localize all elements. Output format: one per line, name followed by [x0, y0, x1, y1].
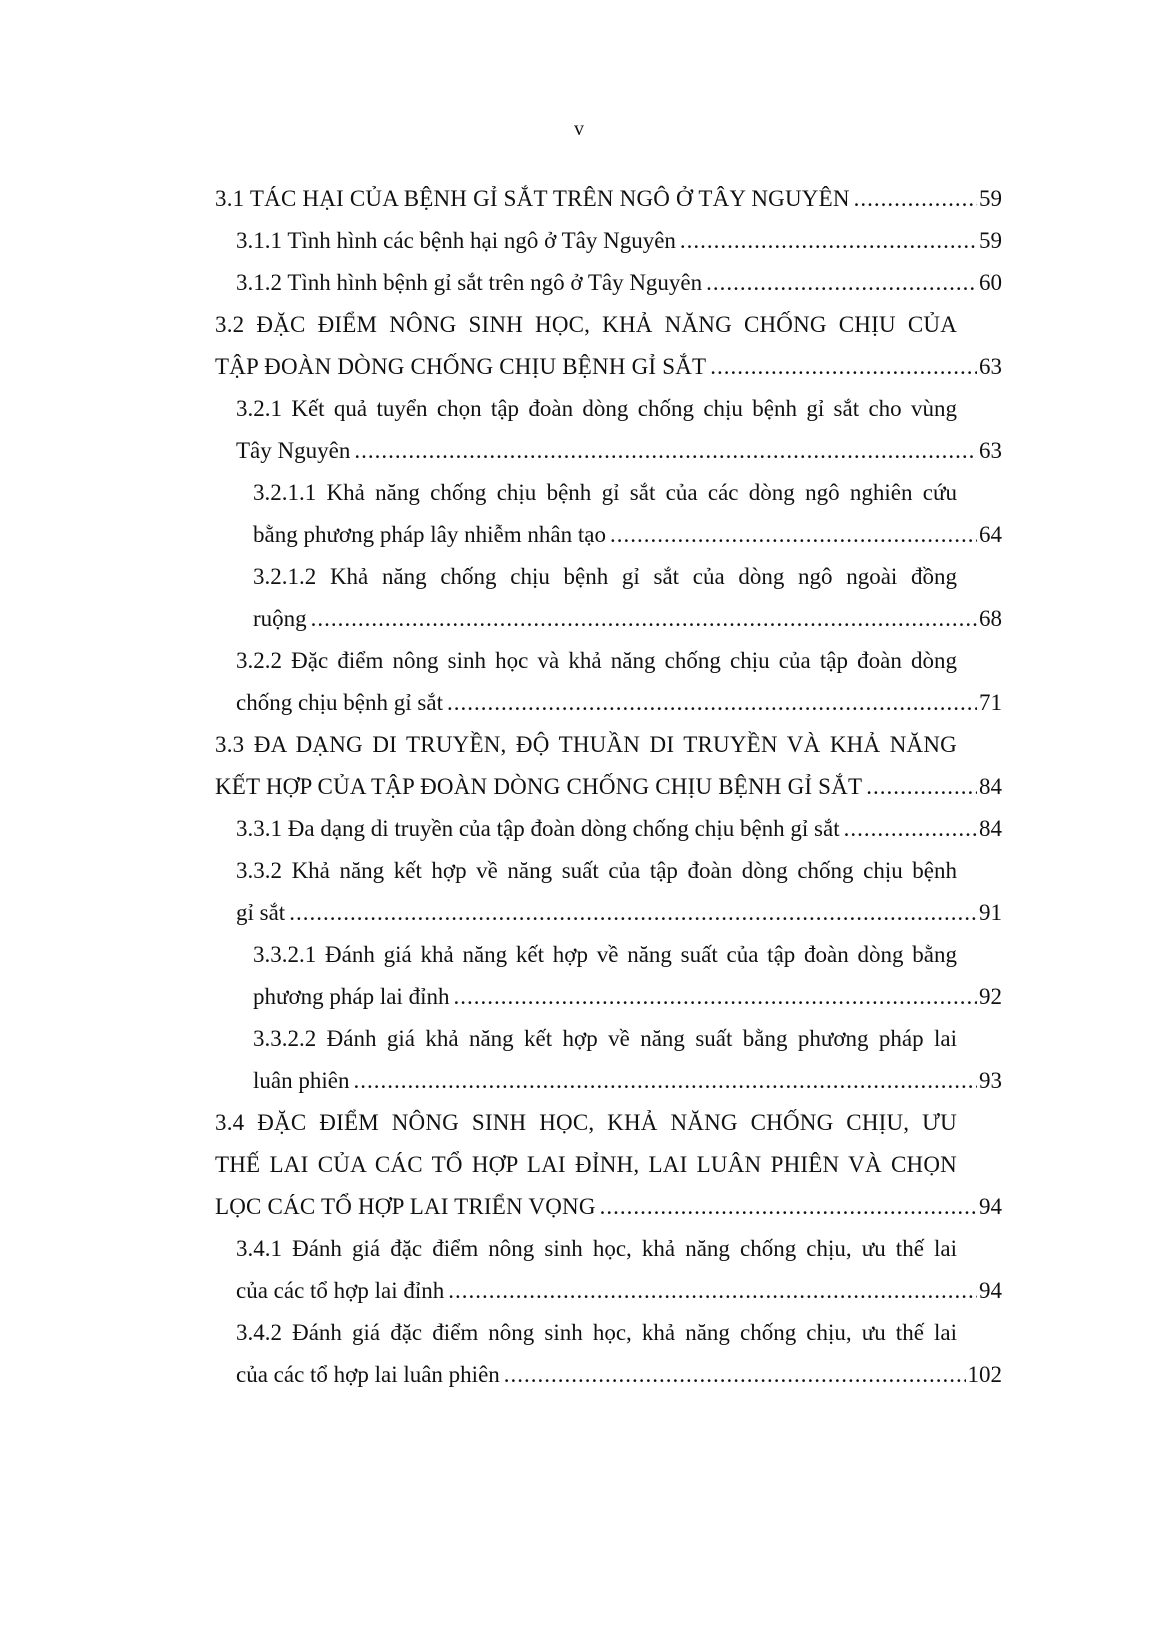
leader-dots [866, 772, 977, 802]
toc-entry-3-2[interactable] [215, 310, 957, 340]
leader-dots [453, 982, 977, 1012]
toc-entry-page: 63 [979, 354, 1002, 379]
leader-dots [706, 268, 977, 298]
toc-entry-3-2-2-cont[interactable] [236, 688, 1002, 718]
toc-entry-title: của các tổ hợp lai luân phiên [236, 1362, 500, 1387]
toc-entry-page: 92 [979, 984, 1002, 1009]
toc-entry-page: 94 [979, 1194, 1002, 1219]
leader-dots [610, 520, 977, 550]
toc-entry-page: 60 [979, 270, 1002, 295]
toc-entry-title: 3.3.2.2 Đánh giá khả năng kết hợp về năng suất bằng phương pháp lai [253, 1026, 957, 1051]
toc-entry-3-3-2[interactable] [236, 856, 957, 886]
toc-entry-3-3-2-1-cont[interactable] [253, 982, 1002, 1012]
toc-entry-3-3-cont[interactable] [215, 772, 1002, 802]
toc-entry-3-2-1-2[interactable] [253, 562, 957, 592]
toc-entry-title: TẬP ĐOÀN DÒNG CHỐNG CHỊU BỆNH GỈ SẮT [215, 354, 707, 379]
toc-entry-3-3-2-1[interactable] [253, 940, 957, 970]
toc-entry-page: 102 [967, 1362, 1002, 1387]
toc-entry-title: Tây Nguyên [236, 438, 351, 463]
toc-entry-title: phương pháp lai đỉnh [253, 984, 450, 1009]
toc-entry-3-2-cont[interactable] [215, 352, 1002, 382]
leader-dots [854, 184, 977, 214]
toc-entry-title: 3.4.2 Đánh giá đặc điểm nông sinh học, khả năng chống chịu, ưu thế lai [236, 1320, 957, 1345]
toc-entry-title: 3.3.2 Khả năng kết hợp về năng suất của tập đoàn dòng chống chịu bệnh [236, 858, 957, 883]
toc-entry-3-4[interactable] [215, 1108, 957, 1138]
toc-entry-3-1-1[interactable] [236, 226, 1002, 256]
leader-dots [353, 1066, 977, 1096]
toc-entry-3-3-2-2[interactable] [253, 1024, 957, 1054]
toc-entry-3-1[interactable] [215, 184, 1002, 214]
toc-entry-3-2-1-1-cont[interactable] [253, 520, 1002, 550]
leader-dots [311, 604, 977, 634]
toc-entry-page: 59 [979, 228, 1002, 253]
toc-entry-title: KẾT HỢP CỦA TẬP ĐOÀN DÒNG CHỐNG CHỊU BỆNH GỈ SẮT [215, 774, 863, 799]
toc-entry-page: 59 [979, 186, 1002, 211]
toc-entry-3-2-1-1[interactable] [253, 478, 957, 508]
leader-dots [600, 1192, 977, 1222]
toc-entry-3-4-1[interactable] [236, 1234, 957, 1264]
leader-dots [447, 688, 977, 718]
toc-entry-title: 3.3.2.1 Đánh giá khả năng kết hợp về năng suất của tập đoàn dòng bằng [253, 942, 957, 967]
toc-entry-title: 3.2.1.2 Khả năng chống chịu bệnh gỉ sắt của dòng ngô ngoài đồng [253, 564, 957, 589]
leader-dots [354, 436, 977, 466]
toc-entry-page: 71 [979, 690, 1002, 715]
toc-entry-page: 84 [979, 774, 1002, 799]
toc-entry-title: 3.2.1.1 Khả năng chống chịu bệnh gỉ sắt của các dòng ngô nghiên cứu [253, 480, 957, 505]
toc-entry-page: 94 [979, 1278, 1002, 1303]
toc-entry-3-2-1-cont[interactable] [236, 436, 1002, 466]
toc-entry-page: 68 [979, 606, 1002, 631]
page-number: v [574, 118, 584, 140]
toc-entry-3-4-1-cont[interactable] [236, 1276, 1002, 1306]
toc-entry-title: luân phiên [253, 1068, 350, 1093]
toc-entry-title: THẾ LAI CỦA CÁC TỔ HỢP LAI ĐỈNH, LAI LUÂN PHIÊN VÀ CHỌN [215, 1152, 957, 1177]
toc-entry-title: 3.1.2 Tình hình bệnh gỉ sắt trên ngô ở Tây Nguyên [236, 270, 703, 295]
toc-entry-title: bằng phương pháp lây nhiễm nhân tạo [253, 522, 606, 547]
toc-entry-page: 84 [979, 816, 1002, 841]
leader-dots [504, 1360, 966, 1390]
toc-entry-3-3-2-cont[interactable] [236, 898, 1002, 928]
toc-entry-page: 93 [979, 1068, 1002, 1093]
toc-entry-title: 3.2.2 Đặc điểm nông sinh học và khả năng chống chịu của tập đoàn dòng [236, 648, 957, 673]
toc-entry-title: gỉ sắt [236, 900, 286, 925]
toc-entry-title: 3.4.1 Đánh giá đặc điểm nông sinh học, khả năng chống chịu, ưu thế lai [236, 1236, 957, 1261]
leader-dots [289, 898, 977, 928]
toc-entry-title: 3.3.1 Đa dạng di truyền của tập đoàn dòng chống chịu bệnh gỉ sắt [236, 816, 840, 841]
toc-entry-3-4-cont-2[interactable] [215, 1192, 1002, 1222]
toc-entry-3-2-2[interactable] [236, 646, 957, 676]
toc-entry-title: ruộng [253, 606, 307, 631]
leader-dots [710, 352, 977, 382]
toc-entry-3-2-1-2-cont[interactable] [253, 604, 1002, 634]
leader-dots [448, 1276, 977, 1306]
toc-entry-title: 3.1 TÁC HẠI CỦA BỆNH GỈ SẮT TRÊN NGÔ Ở TÂY NGUYÊN [215, 186, 850, 211]
toc-entry-3-4-2-cont[interactable] [236, 1360, 1002, 1390]
toc-entry-title: 3.3 ĐA DẠNG DI TRUYỀN, ĐỘ THUẦN DI TRUYỀN VÀ KHẢ NĂNG [215, 732, 957, 757]
toc-entry-title: 3.2 ĐẶC ĐIỂM NÔNG SINH HỌC, KHẢ NĂNG CHỐNG CHỊU CỦA [215, 312, 957, 337]
toc-entry-3-4-2[interactable] [236, 1318, 957, 1348]
toc-entry-3-2-1[interactable] [236, 394, 957, 424]
toc-entry-3-3-2-2-cont[interactable] [253, 1066, 1002, 1096]
leader-dots [680, 226, 977, 256]
toc-entry-3-3-1[interactable] [236, 814, 1002, 844]
toc-entry-title: LỌC CÁC TỔ HỢP LAI TRIỂN VỌNG [215, 1194, 596, 1219]
toc-entry-title: 3.1.1 Tình hình các bệnh hại ngô ở Tây Nguyên [236, 228, 676, 253]
toc-entry-title: của các tổ hợp lai đỉnh [236, 1278, 445, 1303]
toc-entry-title: 3.2.1 Kết quả tuyển chọn tập đoàn dòng chống chịu bệnh gỉ sắt cho vùng [236, 396, 957, 421]
leader-dots [844, 814, 977, 844]
toc-entry-3-4-cont-1[interactable] [215, 1150, 957, 1180]
toc-entry-3-1-2[interactable] [236, 268, 1002, 298]
toc-entry-page: 91 [979, 900, 1002, 925]
toc-entry-page: 64 [979, 522, 1002, 547]
toc-entry-title: chống chịu bệnh gỉ sắt [236, 690, 443, 715]
toc-entry-3-3[interactable] [215, 730, 957, 760]
toc-entry-page: 63 [979, 438, 1002, 463]
toc-entry-title: 3.4 ĐẶC ĐIỂM NÔNG SINH HỌC, KHẢ NĂNG CHỐNG CHỊU, ƯU [215, 1110, 957, 1135]
